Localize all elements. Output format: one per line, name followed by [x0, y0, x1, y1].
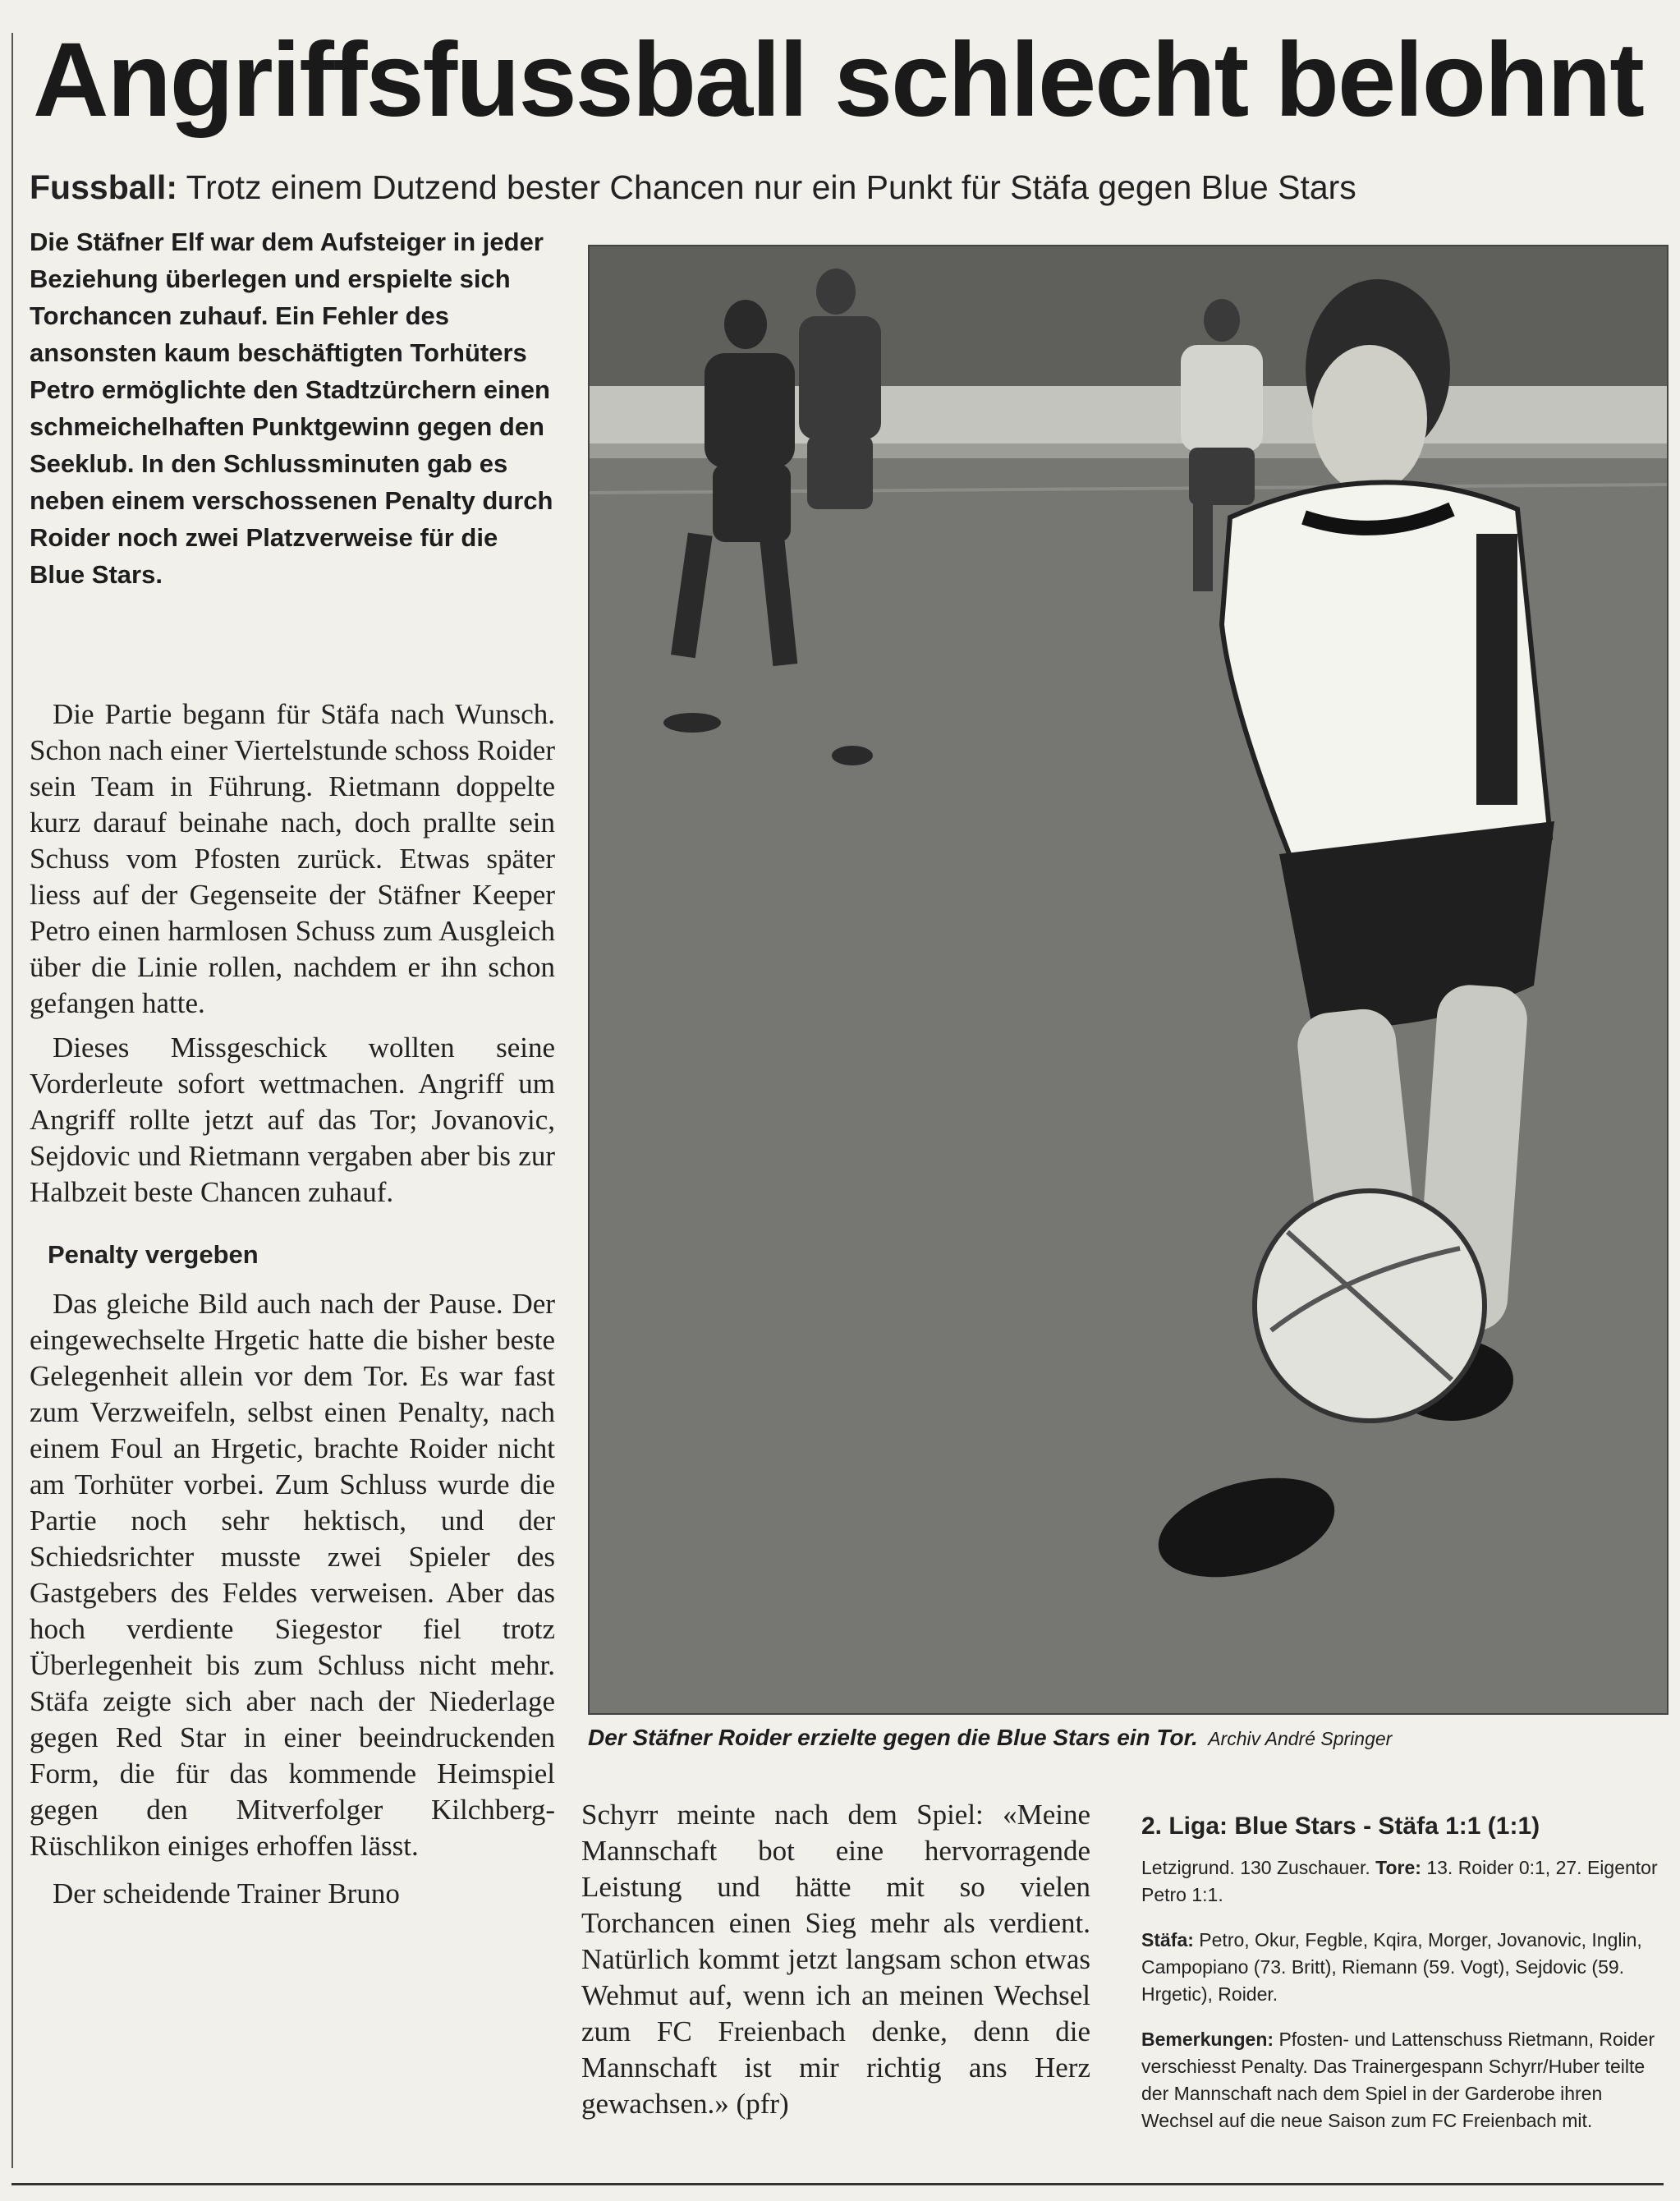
photo-illustration: [590, 246, 1667, 1713]
article-continuation: [581, 1797, 1090, 2122]
body-paragraph: Das gleiche Bild auch nach der Pause. Der eingewechselte Hrgetic hatte die bisher beste Gelegenheit allein vor dem Tor. Es war fast zum Verzweifeln, selbst einen Penalty, nach einem Foul an Hrgetic, brachte Roider nicht am Torhüter vorbei. Zum Schluss wurde die Partie noch sehr hektisch, und der Schiedsrichter musste zwei Spieler des Gastgebers des Feldes verweisen. Aber das hoch verdiente Siegestor fiel trotz Überlegenheit bis zum Schluss nicht mehr. Stäfa zeigte sich aber nach der Niederlage gegen Red Star in einer beeindruckenden Form, die für das kommende Heimspiel gegen den Mitverfolger Kilchberg-Rüschlikon einiges erhoffen lässt.: [30, 1288, 555, 1862]
subtitle-text: Trotz einem Dutzend bester Chancen nur ein Punkt für Stäfa gegen Blue Stars: [186, 168, 1356, 206]
tore-label: Tore:: [1375, 1857, 1421, 1878]
tore-text: 13. Roider 0:1, 27. Eigentor Petro 1:1.: [1141, 1857, 1658, 1905]
body-paragraph: Der scheidende Trainer Bruno: [53, 1877, 400, 1909]
caption-text: Der Stäfner Roider erzielte gegen die Blue Stars ein Tor.: [588, 1725, 1198, 1750]
article-body: [30, 696, 555, 1920]
match-facts-venue: [1141, 1854, 1667, 1909]
subtitle-kicker: Fussball:: [30, 168, 177, 206]
body-paragraph: Schyrr meinte nach dem Spiel: «Meine Mannschaft bot eine hervorragende Leistung und hätte mit so vielen Torchancen einen Sieg mehr als verdient. Natürlich kommt jetzt langsam schon etwas Wehmut auf, wenn ich an meinen Wechsel zum FC Freienbach denke, denn die Mannschaft ist mir richtig ans Herz gewachsen.» (pfr): [581, 1799, 1090, 2120]
match-facts-title: 2. Liga: Blue Stars - Stäfa 1:1 (1:1): [1141, 1813, 1540, 1840]
match-facts-box: [1141, 1810, 1667, 2153]
match-facts-remarks: [1141, 2026, 1667, 2134]
bemerkungen-label: Bemerkungen:: [1141, 2029, 1274, 2050]
bottom-rule: [11, 2183, 1664, 2185]
venue-text: Letzigrund. 130 Zuschauer.: [1141, 1857, 1370, 1878]
bemerkungen-text: Pfosten- und Lattenschuss Rietmann, Roider verschiesst Penalty. Das Trainergespann Schyrr/Huber teilte der Mannschaft nach dem Spiel in der Garderobe ihren Wechsel auf die neue Saison zum FC Freienbach mit.: [1141, 2029, 1655, 2131]
photo-caption: [588, 1725, 1672, 1751]
staefa-lineup: Petro, Okur, Fegble, Kqira, Morger, Jovanovic, Inglin, Campopiano (73. Britt), Riemann (59. Vogt), Sejdovic (59. Hrgetic), Roider.: [1141, 1929, 1642, 2005]
staefa-label: Stäfa:: [1141, 1929, 1194, 1951]
match-facts-lineup: [1141, 1927, 1667, 2008]
subheading: Penalty vergeben: [48, 1240, 259, 1269]
match-photo: [588, 245, 1669, 1715]
photo-credit: Archiv André Springer: [1208, 1728, 1393, 1749]
headline: Angriffsfussball schlecht belohnt: [33, 21, 1643, 139]
column-rule: [11, 33, 13, 2168]
body-paragraph: Die Partie begann für Stäfa nach Wunsch. Schon nach einer Viertelstunde schoss Roider sein Team in Führung. Rietmann doppelte kurz darauf beinahe nach, doch prallte sein Schuss vom Pfosten zurück. Etwas später liess auf der Gegenseite der Stäfner Keeper Petro einen harmlosen Schuss zum Ausgleich über die Linie rollen, nachdem er ihn schon gefangen hatte.: [30, 698, 555, 1019]
subtitle: [30, 164, 1664, 210]
lead-paragraph: Die Stäfner Elf war dem Aufsteiger in jeder Beziehung überlegen und erspielte sich Torchancen zuhauf. Ein Fehler des ansonsten kaum beschäftigten Torhüters Petro ermöglichte den Stadtzürchern einen schmeichelhaften Punktgewinn gegen den Seeklub. In den Schlussminuten gab es neben einem verschossenen Penalty durch Roider noch zwei Platzverweise für die Blue Stars.: [30, 227, 553, 589]
body-paragraph: Dieses Missgeschick wollten seine Vorderleute sofort wettmachen. Angriff um Angriff rollte jetzt auf das Tor; Jovanovic, Sejdovic und Rietmann vergaben aber bis zur Halbzeit beste Chancen zuhauf.: [30, 1032, 555, 1208]
